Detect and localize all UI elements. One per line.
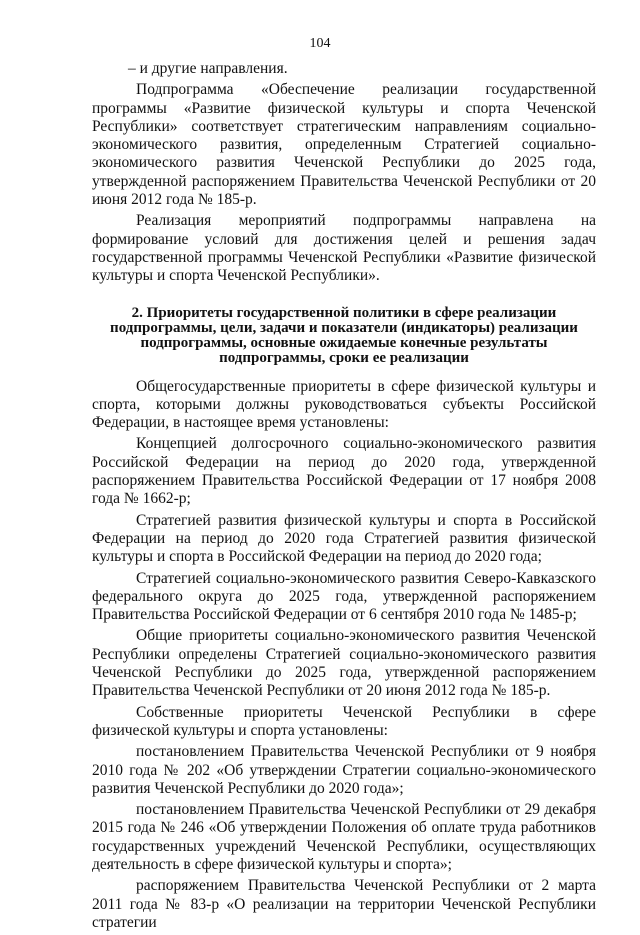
- paragraph: Реализация мероприятий подпрограммы направлена на формирование условий для достижения целей и решения задач государственной программы Чеченской Республики «Развитие физической культуры и спорта Чеченской Республики».: [92, 212, 596, 285]
- paragraph: распоряжением Правительства Чеченской Республики от 2 марта 2011 года № 83-р «О реализации на территории Чеченской Республики стратегии: [92, 877, 596, 931]
- paragraph: постановлением Правительства Чеченской Республики от 29 декабря 2015 года № 246 «Об утверждении Положения об оплате труда работников государственных учреждений Чеченской Республики, осуществляющих деятельность в сфере физической культуры и спорта»;: [92, 801, 596, 873]
- section-heading: 2. Приоритеты государственной политики в сфере реализации подпрограммы, цели, задачи и показатели (индикаторы) реализации подпрограммы, основные ожидаемые конечные результаты подпрограммы, сроки ее реализации: [110, 304, 578, 366]
- paragraph: постановлением Правительства Чеченской Республики от 9 ноября 2010 года № 202 «Об утверждении Стратегии социально-экономического развития Чеченской Республики до 2020 года»;: [92, 743, 596, 797]
- paragraph: Концепцией долгосрочного социально-экономического развития Российской Федерации на период до 2020 года, утвержденной распоряжением Правительства Российской Федерации от 17 ноября 2008 года № 1662-р;: [92, 435, 596, 508]
- paragraph: Общие приоритеты социально-экономического развития Чеченской Республики определены Стратегией социально-экономического развития Чеченской Республики до 2025 года, утвержденной распоряжением Правительства Чеченской Республики от 20 июня 2012 года № 185-р.: [92, 627, 596, 700]
- paragraph: Общегосударственные приоритеты в сфере физической культуры и спорта, которыми должны руководствоваться субъекты Российской Федерации, в настоящее время установлены:: [92, 377, 596, 432]
- paragraph: Подпрограмма «Обеспечение реализации государственной программы «Развитие физической культуры и спорта Чеченской Республики» соответствует стратегическим направлениям социально-экономического развития, определенным Стратегией социально-экономического развития Чеченской Республики до 2025 года, утвержденной распоряжением Правительства Чеченской Республики от 20 июня 2012 года № 185-р.: [92, 81, 596, 209]
- paragraph: – и другие направления.: [128, 60, 288, 77]
- paragraph: Стратегией социально-экономического развития Северо-Кавказского федерального округа до 2025 года, утвержденной распоряжением Правительства Российской Федерации от 6 сентября 2010 года № 1485-р;: [92, 569, 596, 624]
- page-number: 104: [309, 36, 331, 51]
- paragraph: Стратегией развития физической культуры и спорта в Российской Федерации на период до 2020 года Стратегией развития физической культуры и спорта в Российской Федерации на период до 2020 года;: [92, 511, 596, 566]
- document-body: [92, 60, 596, 935]
- paragraph: Собственные приоритеты Чеченской Республики в сфере физической культуры и спорта установлены:: [92, 703, 596, 739]
